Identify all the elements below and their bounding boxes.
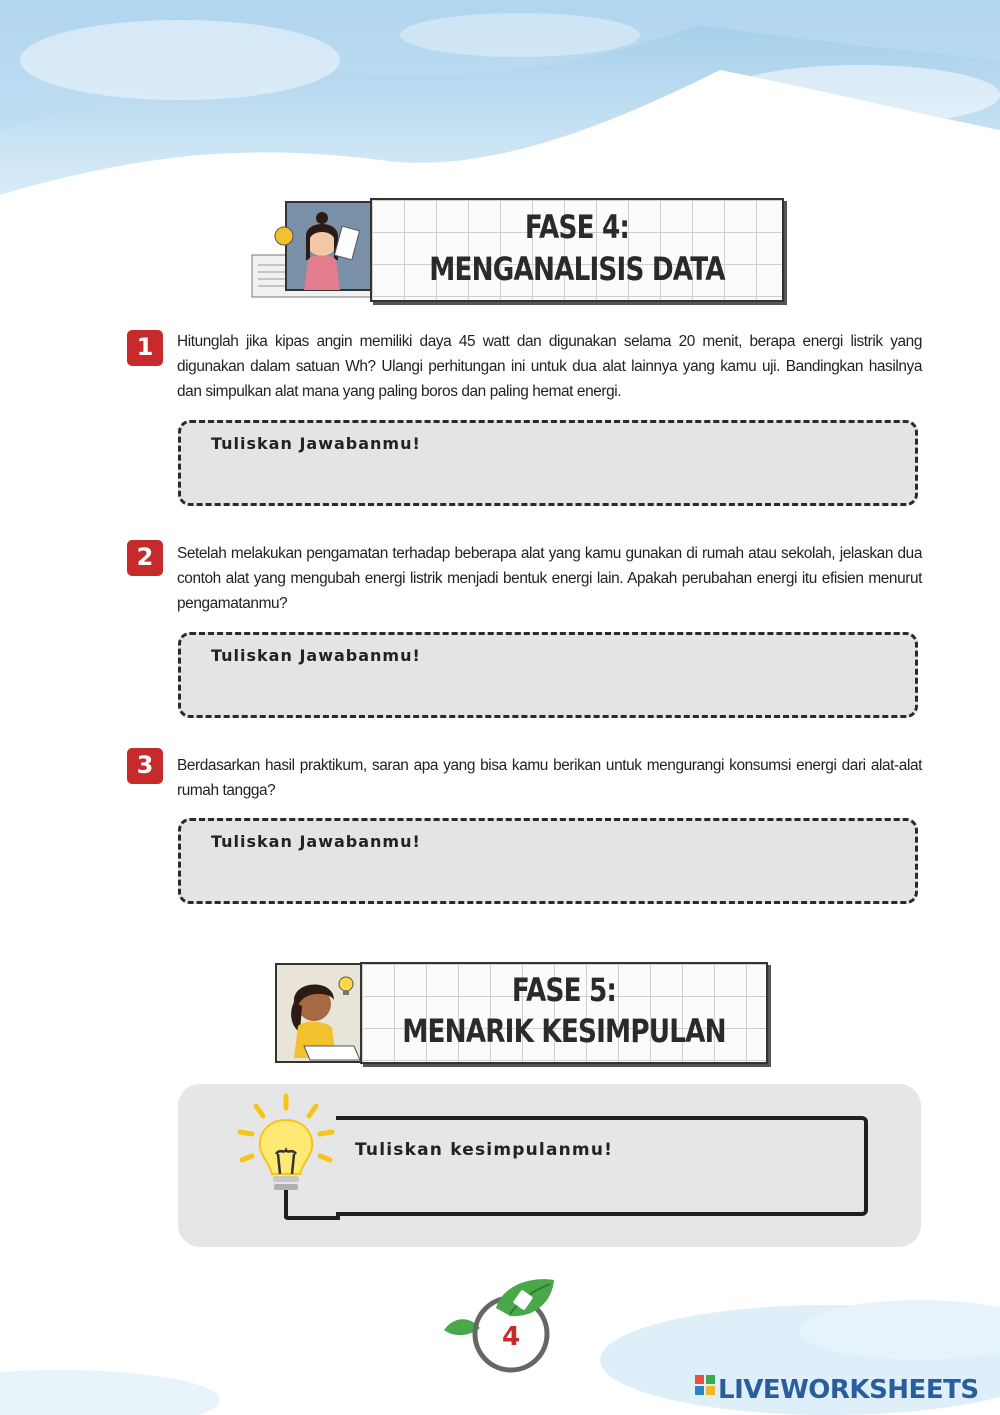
- answer-box-2-label: Tuliskan Jawabanmu!: [211, 646, 421, 665]
- answer-box-2[interactable]: [178, 632, 918, 718]
- phase-5-title-line2: MENARIK KESIMPULAN: [402, 1012, 726, 1050]
- conclusion-answer-field[interactable]: [336, 1116, 868, 1216]
- phase-4-title-box: [370, 198, 784, 302]
- lightbulb-icon: [236, 1092, 340, 1222]
- question-1-number: 1: [127, 330, 163, 366]
- answer-box-3-label: Tuliskan Jawabanmu!: [211, 832, 421, 851]
- question-3-text: Berdasarkan hasil praktikum, saran apa yang bisa kamu berikan untuk mengurangi konsumsi energi dari alat-alat rumah tangga?: [177, 757, 922, 799]
- answer-box-1[interactable]: [178, 420, 918, 506]
- page-number: 4: [501, 1322, 521, 1352]
- answer-box-3[interactable]: [178, 818, 918, 904]
- question-2-text: Setelah melakukan pengamatan terhadap beberapa alat yang kamu gunakan di rumah atau sekolah, jelaskan dua contoh alat yang mengubah energi listrik menjadi bentuk energi lain. Apakah perubahan energi itu efisien menurut pengamatanmu?: [177, 545, 922, 612]
- question-3-number: 3: [127, 748, 163, 784]
- phase-5-title-line1: FASE 5:: [511, 971, 617, 1009]
- liveworksheets-logo: [694, 1374, 979, 1405]
- phase-4-title-line2: MENGANALISIS DATA: [429, 250, 725, 288]
- analyst-illustration: [250, 200, 380, 300]
- phase-5-banner: [272, 958, 772, 1068]
- student-illustration: [274, 962, 369, 1066]
- conclusion-label: Tuliskan kesimpulanmu!: [355, 1140, 614, 1160]
- question-2-number: 2: [127, 540, 163, 576]
- phase-4-title-line1: FASE 4:: [524, 208, 630, 246]
- question-1-text: Hitunglah jika kipas angin memiliki daya 45 watt dan digunakan selama 20 menit, berapa energi listrik yang digunakan dalam satuan Wh? Ulangi perhitungan ini untuk dua alat lainnya yang kamu uji. Bandingkan hasilnya dan simpulkan alat mana yang paling boros dan paling hemat energi.: [177, 333, 922, 400]
- phase-5-title-box: [360, 962, 768, 1064]
- answer-box-1-label: Tuliskan Jawabanmu!: [211, 434, 421, 453]
- brand-name: LIVEWORKSHEETS: [718, 1375, 979, 1405]
- phase-4-banner: [250, 195, 785, 305]
